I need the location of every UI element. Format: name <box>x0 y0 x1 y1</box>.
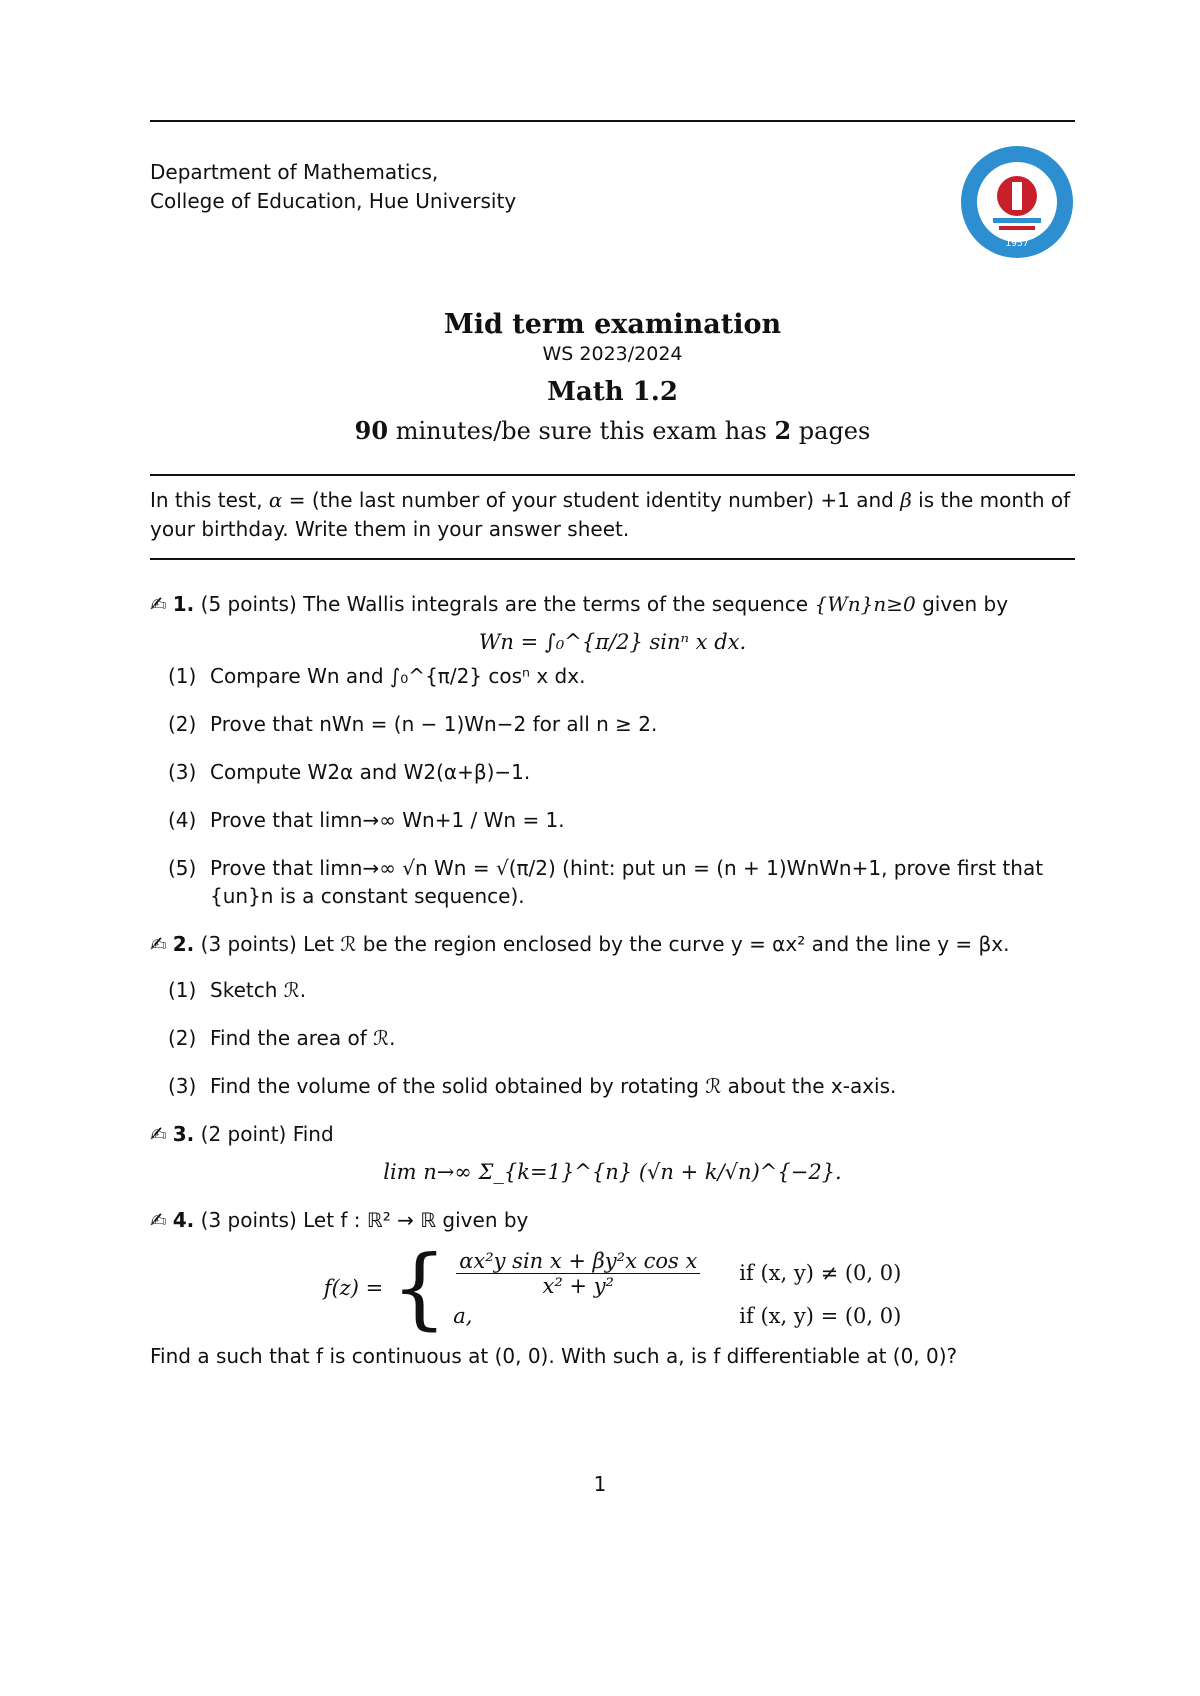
list-item: (2) Prove that nWn = (n − 1)Wn−2 for all n ≥ 2. <box>168 712 658 736</box>
pencil-icon: ✍ <box>150 1122 167 1146</box>
college-line: College of Education, Hue University <box>150 189 517 213</box>
list-item: (1) Sketch ℛ. <box>168 978 307 1002</box>
problem-text: (2 point) Find <box>200 1122 334 1146</box>
problem-text: (3 points) Let ℛ be the region enclosed by the curve y = αx² and the line y = βx. <box>200 932 1010 956</box>
problem-4-question: Find a such that f is continuous at (0, 0). With such a, is f differentiable at (0, 0)? <box>150 1344 958 1368</box>
department-line: Department of Mathematics, <box>150 160 439 184</box>
intro-text: In this test, α = (the last number of your student identity number) +1 and β is the month of your birthday. Write them in your answer sheet. <box>150 488 1071 541</box>
list-item: (3) Compute W2α and W2(α+β)−1. <box>168 760 531 784</box>
problem-1-items <box>168 662 1075 910</box>
problem-2 <box>150 930 1075 958</box>
wallis-formula: Wn = ∫₀^{π/2} sinⁿ x dx. <box>478 630 747 654</box>
duration-line: 90 minutes/be sure this exam has 2 pages <box>354 416 871 445</box>
problem-text: (3 points) Let f : ℝ² → ℝ given by <box>200 1208 529 1232</box>
list-item: (2) Find the area of ℛ. <box>168 1026 396 1050</box>
list-item: (3) Find the volume of the solid obtained by rotating ℛ about the x-axis. <box>168 1074 897 1098</box>
list-item: (4) Prove that limn→∞ Wn+1 / Wn = 1. <box>168 808 565 832</box>
intro-top-rule <box>150 474 1075 476</box>
department-block <box>150 158 516 216</box>
semester: WS 2023/2024 <box>542 343 683 365</box>
problem-3 <box>150 1120 1075 1148</box>
pencil-icon: ✍ <box>150 1208 167 1232</box>
svg-text:1957: 1957 <box>1005 239 1029 249</box>
case-2-condition: if (x, y) = (0, 0) <box>739 1303 902 1328</box>
problem-label: 1. <box>172 592 195 616</box>
exam-page <box>150 120 1075 1370</box>
problem-label: 4. <box>172 1208 195 1232</box>
problem-label: 2. <box>172 932 195 956</box>
pencil-icon: ✍ <box>150 932 167 956</box>
problem-1: ✍ 1. (5 points) The Wallis integrals are the terms of the sequence {Wn}n≥0 given by <box>150 592 1009 616</box>
list-item: (5) Prove that limn→∞ √n Wn = √(π/2) (hint: put un = (n + 1)WnWn+1, prove first that {un}n is a constant sequence). <box>168 856 1044 908</box>
intro-bottom-rule <box>150 558 1075 560</box>
case-2-value: a, <box>453 1303 473 1328</box>
list-item: (1) Compare Wn and ∫₀^{π/2} cosⁿ x dx. <box>168 664 586 688</box>
sequence-expr: {Wn}n≥0 <box>814 592 916 616</box>
university-seal-icon <box>959 144 1075 260</box>
page-number: 1 <box>593 1472 607 1496</box>
problem-text: (5 points) The Wallis integrals are the terms of the sequence <box>200 592 815 616</box>
exam-title: Mid term examination <box>443 309 782 340</box>
problem-4 <box>150 1206 1075 1234</box>
course-name: Math 1.2 <box>547 377 678 407</box>
header <box>150 122 1075 280</box>
problem-2-items <box>168 976 1075 1100</box>
case-1-condition: if (x, y) ≠ (0, 0) <box>739 1261 902 1285</box>
limit-sum-formula: lim n→∞ Σ_{k=1}^{n} (√n + k/√n)^{−2}. <box>383 1160 842 1184</box>
piecewise-function: f(z) = { $\frac{\text{αx²y sin x + βy²x cos x}}{\text{x² + y²}}$ if (x, y) ≠ (0, 0) a, if (x, y) = (0, 0) <box>323 1236 902 1339</box>
problem-label: 3. <box>172 1122 195 1146</box>
title-block <box>150 308 1075 448</box>
pencil-icon: ✍ <box>150 592 167 616</box>
case-1-fraction: $\frac{\text{αx²y sin x + βy²x cos x}}{\text{x² + y²}}$ <box>456 1249 700 1298</box>
